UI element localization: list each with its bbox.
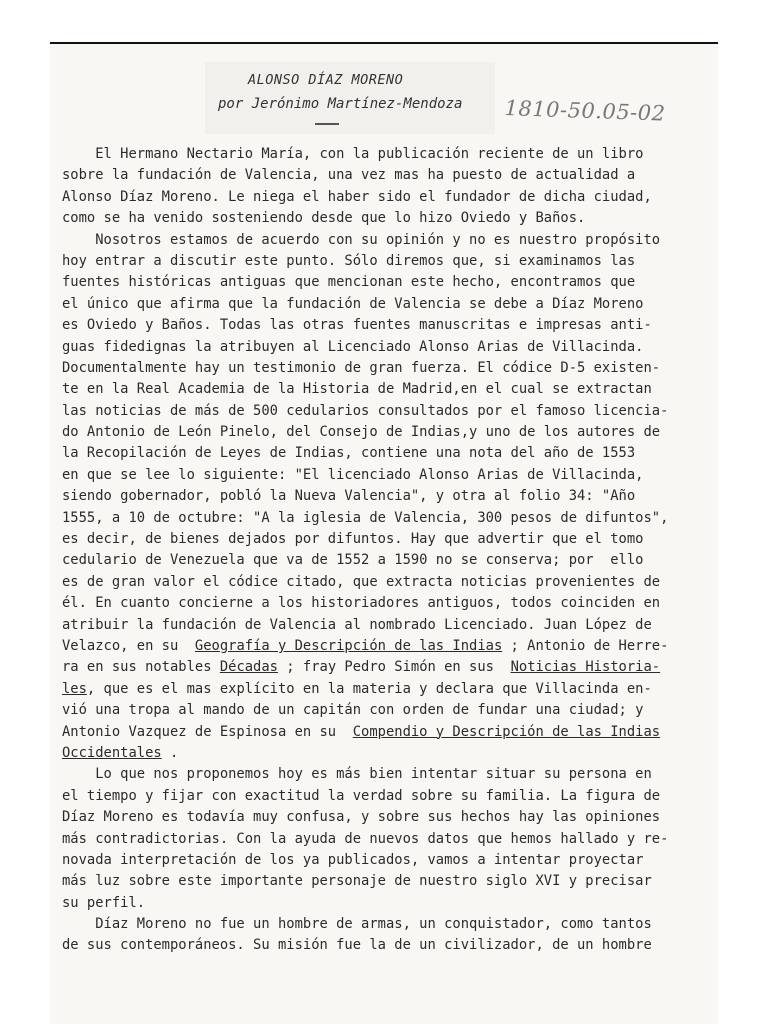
- text-line: [62, 786, 712, 807]
- text-line: [62, 337, 712, 358]
- text-line: [62, 850, 712, 871]
- line-text: Alonso Díaz Moreno. Le niega el haber sido el fundador de dicha ciudad,: [62, 188, 652, 205]
- title-underline: [315, 123, 339, 125]
- underlined-title: Compendio y Descripción de las Indias: [352, 723, 661, 740]
- text-line: [62, 315, 712, 336]
- line-text: guas fidedignas la atribuyen al Licenciado Alonso Arias de Villacinda.: [62, 338, 644, 355]
- line-text: ; fray Pedro Simón en sus: [277, 659, 511, 676]
- line-text: vió una tropa al mando de un capitán con orden de fundar una ciudad; y: [62, 702, 644, 719]
- line-text: Documentalmente hay un testimonio de gran fuerza. El códice D-5 existen-: [62, 359, 661, 376]
- text-line: [62, 700, 712, 721]
- text-line: [62, 422, 712, 443]
- line-text: Antonio Vazquez de Espinosa en su: [62, 723, 353, 740]
- line-text: las noticias de más de 500 cedularios consultados por el famoso licencia-: [62, 402, 669, 419]
- line-text: hoy entrar a discutir este punto. Sólo diremos que, si examinamos las: [62, 252, 636, 269]
- text-line: [62, 871, 712, 892]
- text-line: [62, 764, 712, 785]
- text-line: [62, 165, 712, 186]
- text-line: [62, 550, 712, 571]
- line-text: cedulario de Venezuela que va de 1552 a 1590 no se conserva; por ello: [62, 552, 644, 569]
- text-line: [62, 208, 712, 229]
- text-line: [62, 358, 712, 379]
- line-text: como se ha venido sosteniendo desde que lo hizo Oviedo y Baños.: [62, 210, 586, 227]
- line-text: , que es el mas explícito en la materia y declara que Villacinda en-: [86, 680, 652, 697]
- line-text: más contradictorias. Con la ayuda de nuevos datos que hemos hallado y re-: [62, 830, 669, 847]
- line-text: el tiempo y fijar con exactitud la verdad sobre su familia. La figura de: [62, 787, 661, 804]
- line-text: es de gran valor el códice citado, que extracta noticias provenientes de: [62, 573, 661, 590]
- text-line: [62, 486, 712, 507]
- line-text: El Hermano Nectario María, con la publicación reciente de un libro: [62, 146, 644, 162]
- text-line: [62, 251, 712, 272]
- text-line: [62, 914, 712, 935]
- underlined-title: Décadas: [219, 659, 278, 676]
- line-text: ra en sus notables: [62, 659, 220, 676]
- text-line: [62, 529, 712, 550]
- text-line: [62, 636, 712, 657]
- line-text: Díaz Moreno no fue un hombre de armas, un conquistador, como tantos: [62, 916, 652, 933]
- text-line: [62, 807, 712, 828]
- text-line: [62, 401, 712, 422]
- text-line: [62, 230, 712, 251]
- text-line: [62, 144, 712, 165]
- line-text: sobre la fundación de Valencia, una vez mas ha puesto de actualidad a: [62, 167, 636, 184]
- line-text: Díaz Moreno es todavía muy confusa, y sobre sus hechos hay las opiniones: [62, 809, 661, 826]
- underlined-title: Noticias Historia-: [510, 659, 661, 676]
- text-line: [62, 465, 712, 486]
- line-text: novada interpretación de los ya publicados, vamos a intentar proyectar: [62, 851, 644, 868]
- line-text: Velazco, en su: [62, 637, 195, 654]
- line-text: es Oviedo y Baños. Todas las otras fuentes manuscritas e impresas anti-: [62, 317, 652, 334]
- document-body: [62, 144, 712, 957]
- text-line: [62, 935, 712, 956]
- line-text: siendo gobernador, pobló la Nueva Valencia", y otra al folio 34: "Año: [62, 488, 636, 505]
- text-line: [62, 379, 712, 400]
- line-text: 1555, a 10 de octubre: "A la iglesia de Valencia, 300 pesos de difuntos",: [62, 509, 669, 526]
- line-text: de sus contemporáneos. Su misión fue la de un civilizador, de un hombre: [62, 937, 652, 954]
- line-text: el único que afirma que la fundación de Valencia se debe a Díaz Moreno: [62, 295, 644, 312]
- underlined-title: Occidentales: [62, 744, 162, 761]
- text-line: [62, 572, 712, 593]
- handwritten-archive-code: 1810-50.05-02: [504, 96, 666, 126]
- line-text: Lo que nos proponemos hoy es más bien intentar situar su persona en: [62, 766, 652, 783]
- text-line: [62, 187, 712, 208]
- text-line: [62, 272, 712, 293]
- line-text: su perfil.: [62, 894, 146, 911]
- text-line: [62, 443, 712, 464]
- text-line: [62, 679, 712, 700]
- line-text: es decir, de bienes dejados por difuntos. Hay que advertir que el tomo: [62, 531, 644, 548]
- line-text: él. En cuanto concierne a los historiadores antiguos, todos coinciden en: [62, 595, 661, 612]
- line-text: do Antonio de León Pinelo, del Consejo de Indias,y uno de los autores de: [62, 424, 661, 441]
- text-line: [62, 294, 712, 315]
- text-line: [62, 829, 712, 850]
- text-line: [62, 615, 712, 636]
- text-line: [62, 893, 712, 914]
- line-text: ; Antonio de Herre-: [502, 637, 669, 654]
- text-line: [62, 743, 712, 764]
- text-line: [62, 593, 712, 614]
- line-text: atribuir la fundación de Valencia al nombrado Licenciado. Juan López de: [62, 616, 652, 633]
- text-line: [62, 508, 712, 529]
- line-text: Nosotros estamos de acuerdo con su opinión y no es nuestro propósito: [62, 231, 661, 248]
- text-line: [62, 657, 712, 678]
- document-author: por Jerónimo Martínez-Mendoza: [218, 96, 463, 112]
- underlined-title: les: [62, 680, 87, 697]
- line-text: te en la Real Academia de la Historia de Madrid,en el cual se extractan: [62, 381, 652, 398]
- line-text: en que se lee lo siguiente: "El licenciado Alonso Arias de Villacinda,: [62, 466, 644, 483]
- line-text: .: [161, 744, 179, 761]
- line-text: fuentes históricas antiguas que mencionan este hecho, encontramos que: [62, 274, 636, 291]
- underlined-title: Geografía y Descripción de las Indias: [194, 637, 503, 654]
- document-title: ALONSO DÍAZ MORENO: [248, 72, 404, 88]
- line-text: la Recopilación de Leyes de Indias, contiene una nota del año de 1553: [62, 445, 636, 462]
- text-line: [62, 722, 712, 743]
- line-text: más luz sobre este importante personaje de nuestro siglo XVI y precisar: [62, 873, 652, 890]
